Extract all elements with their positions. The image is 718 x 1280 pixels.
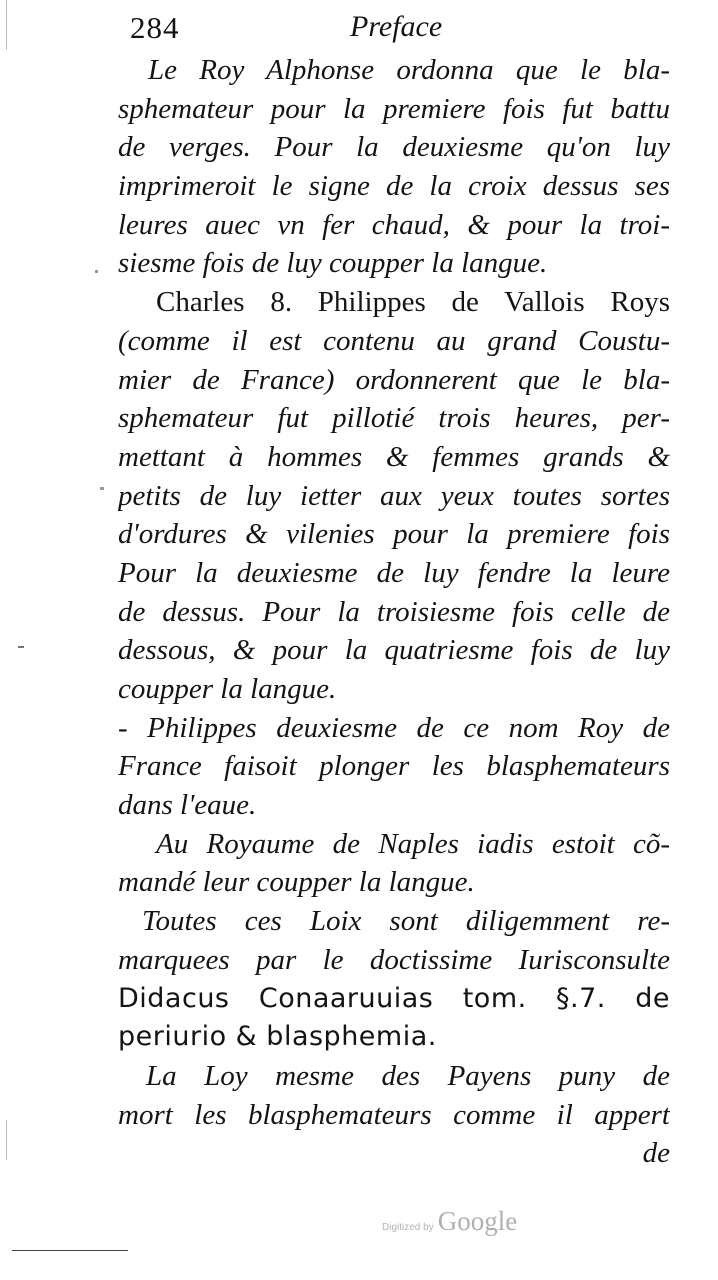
text-line: mandé leur coupper la langue. — [118, 866, 475, 899]
text-line: imprimeroit le signe de la croix dessus ses — [118, 170, 670, 203]
running-title: Preface — [350, 10, 443, 43]
text-line: sphemateur fut pillotié trois heures, per- — [118, 402, 670, 435]
digitized-watermark — [382, 1206, 517, 1246]
text-line: de verges. Pour la deuxiesme qu'on luy — [118, 131, 670, 164]
ink-speck — [100, 487, 104, 490]
text-line: siesme fois de luy coupper la langue. — [118, 247, 548, 280]
text-line: Le Roy Alphonse ordonna que le bla- — [148, 54, 670, 86]
text-line: Pour la deuxiesme de luy fendre la leure — [118, 556, 670, 589]
footer-rule — [12, 1250, 128, 1251]
text-line: sphemateur pour la premiere fois fut battu — [118, 92, 670, 125]
scan-edge-line-lower — [6, 1120, 7, 1160]
text-line: dans l'eaue. — [118, 789, 257, 822]
text-line: Charles 8. Philippes de Vallois Roys — [156, 286, 670, 319]
text-line: (comme il est contenu au grand Coustu- — [118, 324, 670, 357]
text-line: France faisoit plonger les blasphemateurs — [118, 750, 670, 783]
google-logo: Google — [437, 1206, 518, 1236]
ink-speck — [18, 646, 24, 648]
text-line: Didacus Conaaruuias tom. §.7. de — [118, 982, 670, 1014]
text-line: dessous, & pour la quatriesme fois de luy — [118, 634, 670, 667]
text-line: de dessus. Pour la troisiesme fois celle de — [118, 595, 670, 628]
text-line: - Philippes deuxiesme de ce nom Roy de — [118, 711, 670, 744]
ink-speck — [95, 270, 98, 273]
text-line: Toutes ces Loix sont diligemment re- — [142, 905, 670, 938]
text-line: petits de luy ietter aux yeux toutes sortes — [118, 479, 670, 512]
text-line: coupper la langue. — [118, 673, 337, 705]
scan-edge-line — [6, 0, 7, 50]
page-number: 284 — [130, 10, 180, 45]
text-line: mettant à hommes & femmes grands & — [118, 440, 670, 473]
text-line: d'ordures & vilenies pour la premiere fois — [118, 518, 670, 551]
watermark-prefix: Digitized by — [382, 1222, 434, 1233]
text-line: mier de France) ordonnerent que le bla- — [118, 363, 670, 396]
body-text — [118, 51, 670, 1173]
text-line: mort les blasphemateurs comme il appert — [118, 1098, 670, 1131]
text-line: marquees par le doctissime Iurisconsulte — [118, 943, 670, 976]
page-header — [130, 4, 670, 48]
catchword: de — [642, 1137, 670, 1170]
text-line: La Loy mesme des Payens puny de — [146, 1059, 670, 1092]
text-line: leures auec vn fer chaud, & pour la troi- — [118, 208, 670, 241]
text-line: periurio & blasphemia. — [118, 1021, 437, 1053]
text-line: Au Royaume de Naples iadis estoit cõ- — [156, 827, 670, 860]
